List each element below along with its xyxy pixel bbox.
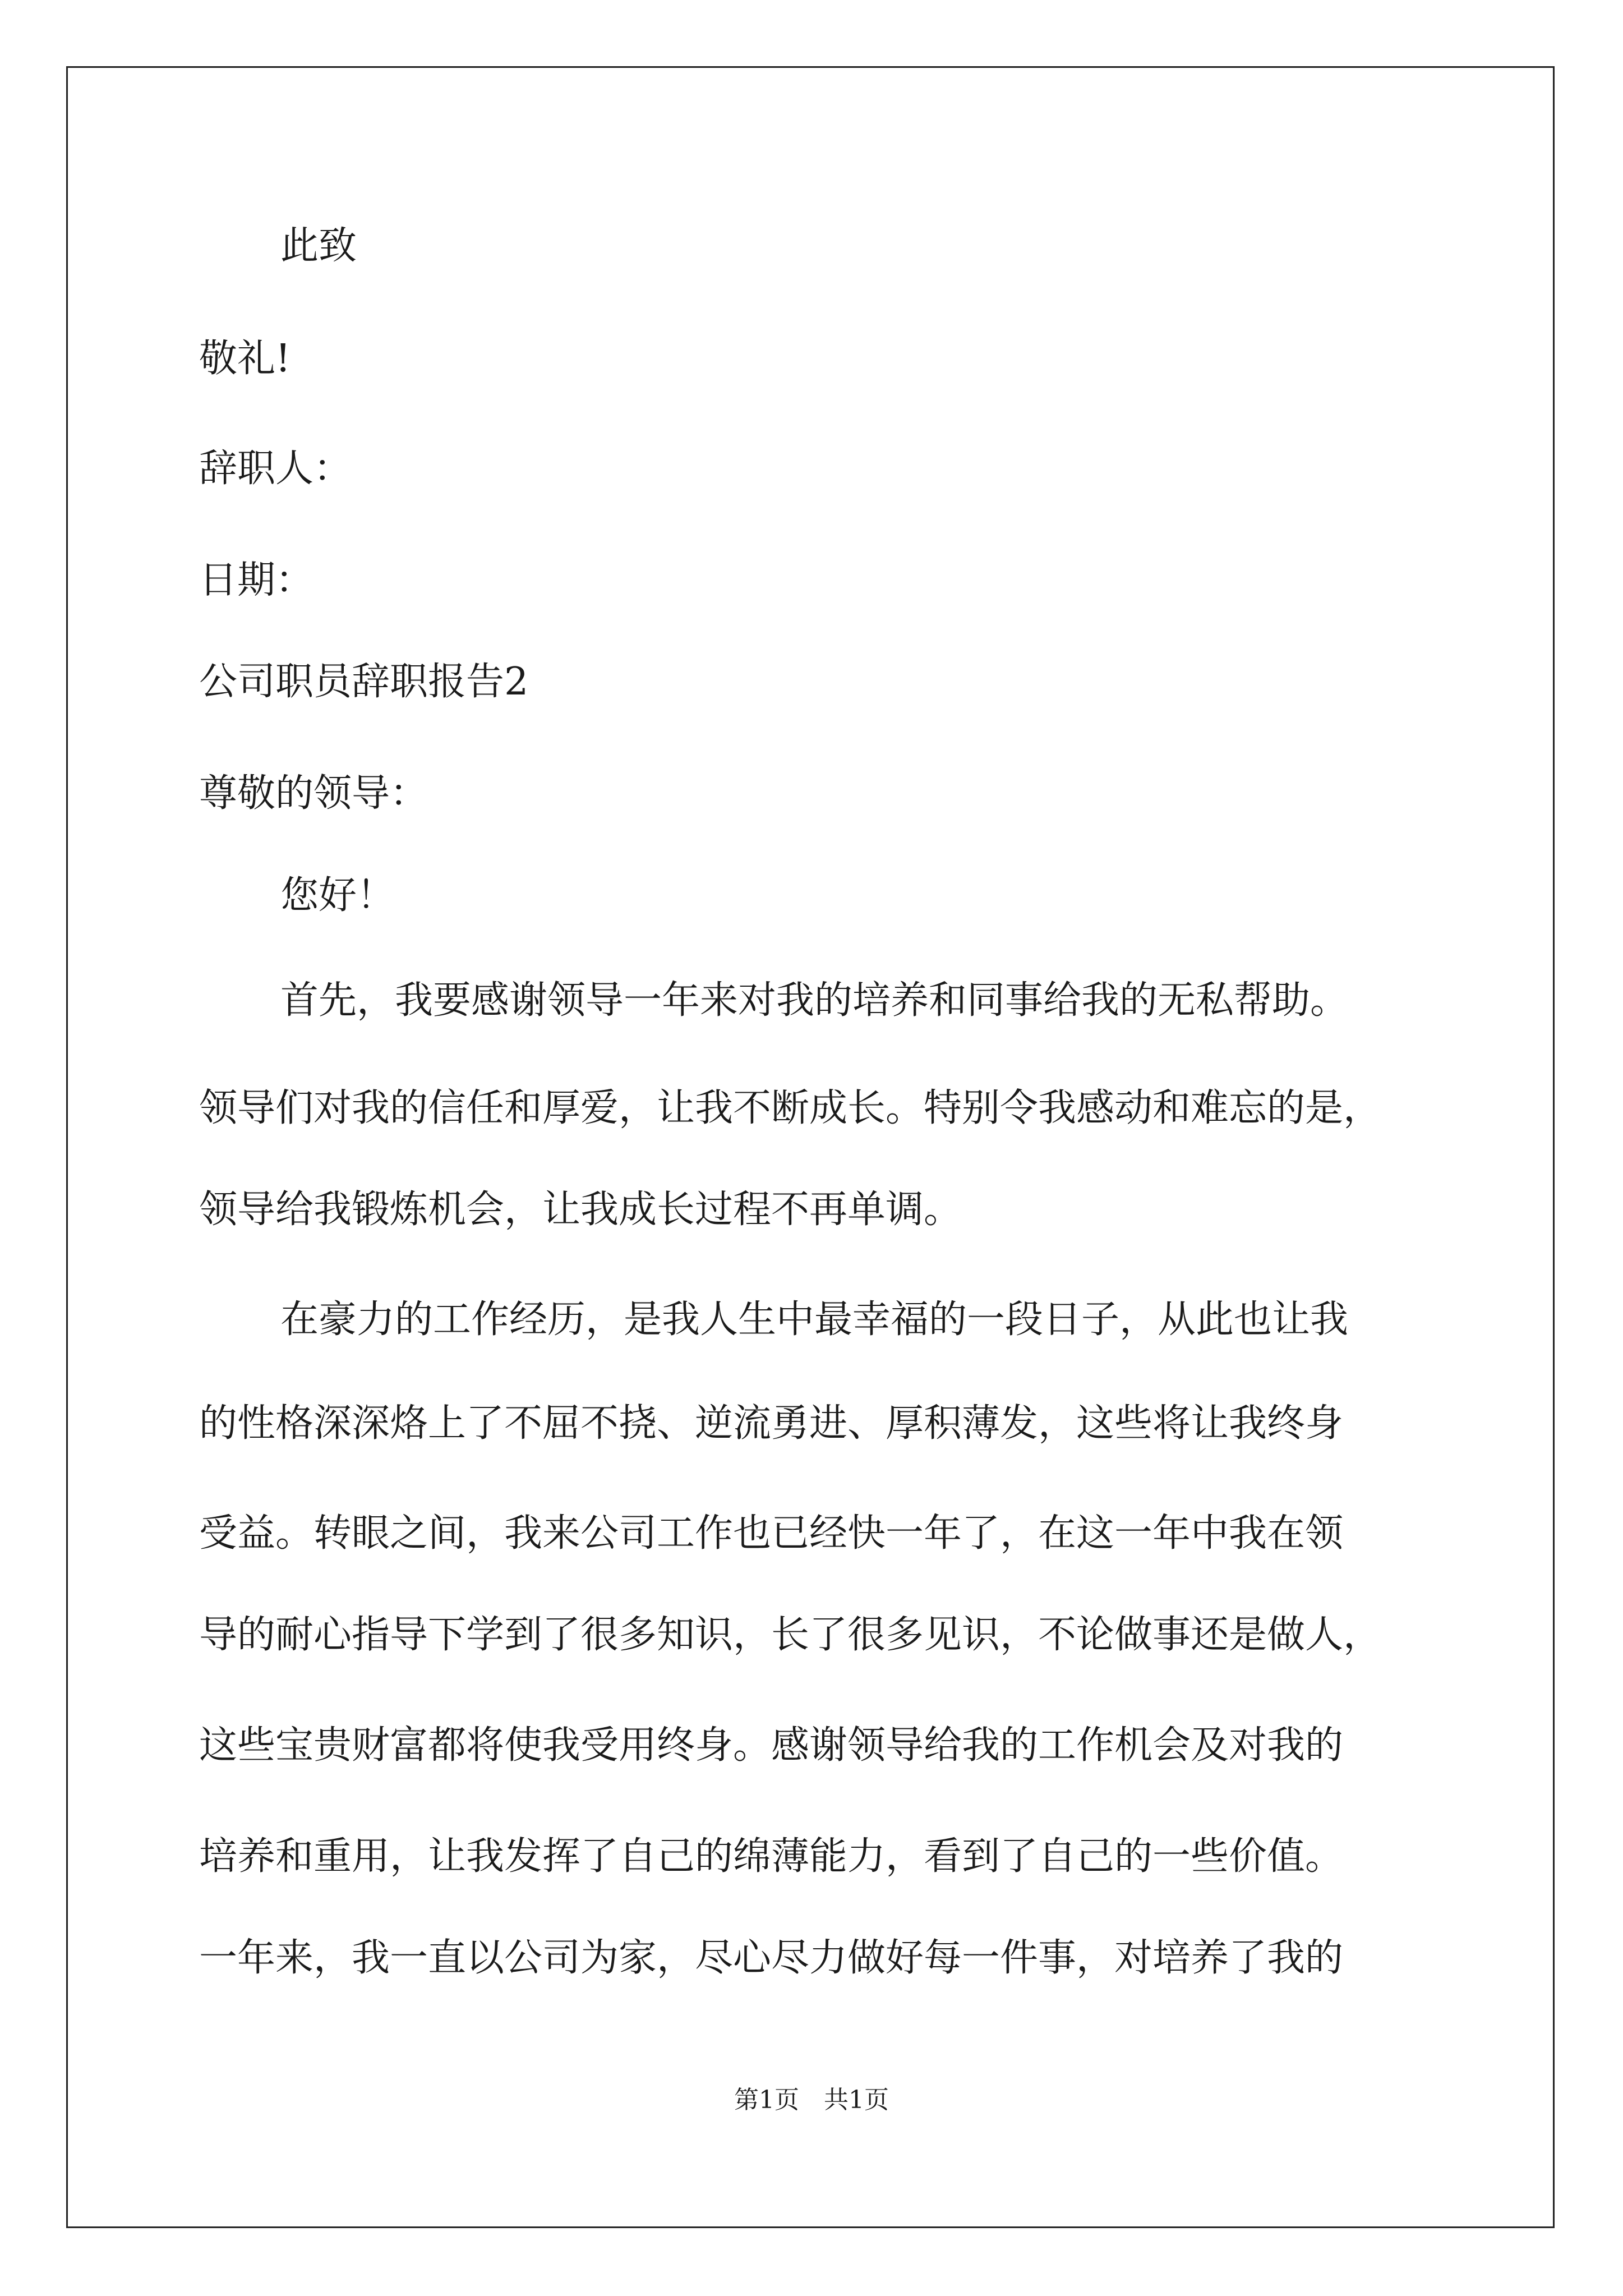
closing-line: 此致 (280, 224, 357, 268)
section-title: 公司职员辞职报告2 (199, 660, 529, 704)
paragraph-line: 受益。转眼之间，我来公司工作也已经快一年了，在这一年中我在领 (199, 1511, 1344, 1556)
paragraph-line: 这些宝贵财富都将使我受用终身。感谢领导给我的工作机会及对我的 (199, 1723, 1344, 1768)
paragraph-line: 领导给我锻炼机会，让我成长过程不再单调。 (199, 1188, 962, 1232)
paragraph-line: 一年来，我一直以公司为家，尽心尽力做好每一件事，对培养了我的 (199, 1936, 1344, 1980)
paragraph-line: 在豪力的工作经历，是我人生中最幸福的一段日子，从此也让我 (280, 1297, 1349, 1342)
resigner-line: 辞职人： (199, 447, 352, 491)
salutation-line: 敬礼! (199, 337, 291, 381)
recipient-line: 尊敬的领导： (199, 771, 428, 816)
paragraph-line: 导的耐心指导下学到了很多知识，长了很多见识，不论做事还是做人， (199, 1613, 1382, 1657)
page-total: 共1页 (824, 2086, 889, 2114)
page-border (66, 66, 1555, 2228)
paragraph-line: 首先，我要感谢领导一年来对我的培养和同事给我的无私帮助。 (280, 978, 1349, 1023)
greeting-line: 您好！ (280, 873, 395, 918)
paragraph-line: 领导们对我的信任和厚爱，让我不断成长。特别令我感动和难忘的是， (199, 1086, 1382, 1130)
paragraph-line: 培养和重用，让我发挥了自己的绵薄能力，看到了自己的一些价值。 (199, 1834, 1344, 1879)
page-footer (0, 2088, 1623, 2113)
page-number: 第1页 (734, 2086, 799, 2114)
date-line: 日期： (199, 558, 314, 602)
paragraph-line: 的性格深深烙上了不屈不挠、逆流勇进、厚积薄发，这些将让我终身 (199, 1401, 1344, 1446)
